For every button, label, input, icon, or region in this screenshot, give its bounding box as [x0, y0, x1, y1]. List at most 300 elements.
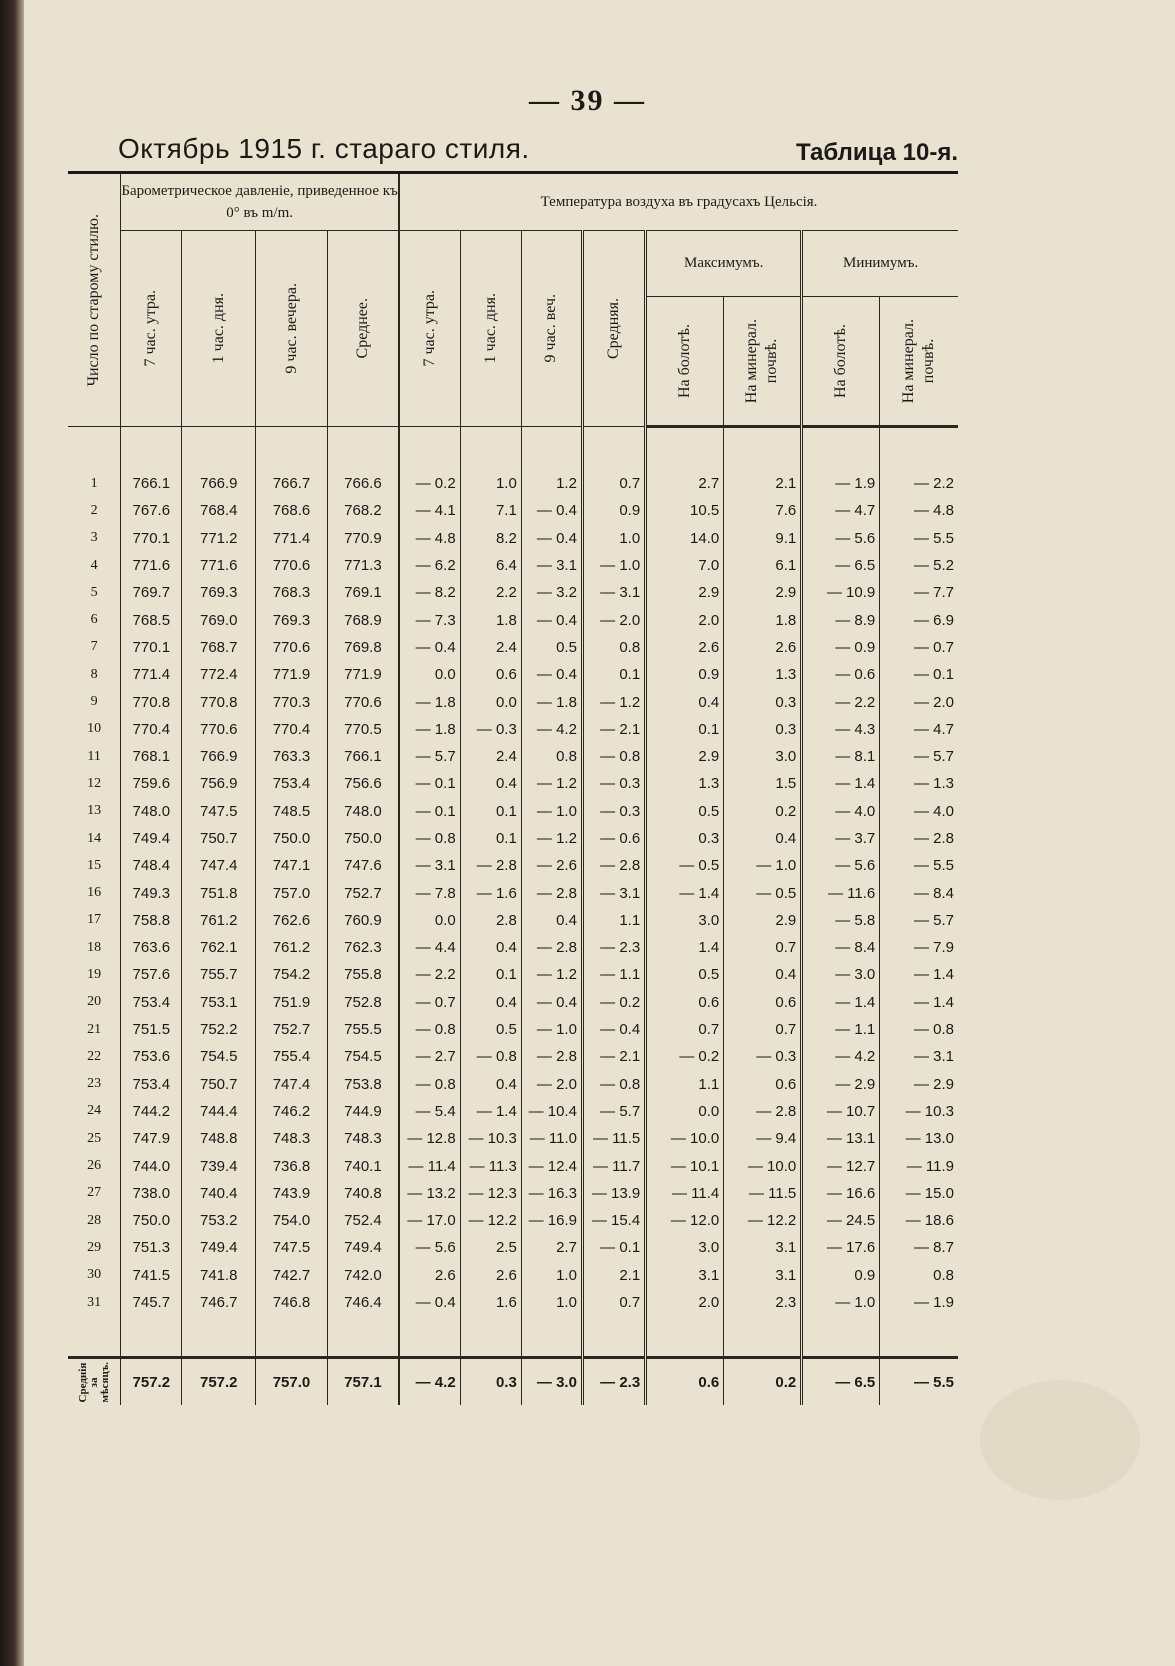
cell-pressure-9pm: 736.8 [256, 1152, 328, 1179]
cell-pressure-7am: 747.9 [121, 1125, 182, 1152]
avg-temp-mean: — 2.3 [582, 1358, 645, 1406]
cell-min-bog: — 4.0 [802, 798, 880, 825]
cell-max-bog: — 12.0 [646, 1207, 724, 1234]
cell-temp-9pm: 1.0 [521, 1289, 582, 1316]
cell-temp-9pm: 2.7 [521, 1234, 582, 1261]
cell-day: 18 [87, 939, 102, 955]
cell-pressure-mean: 770.5 [327, 716, 399, 743]
pressure-col-mean [327, 231, 399, 427]
pressure-col-9pm [256, 231, 328, 427]
cell-pressure-9pm: 747.5 [256, 1234, 328, 1261]
cell-pressure-mean: 768.2 [327, 497, 399, 524]
cell-pressure-7am: 741.5 [121, 1262, 182, 1289]
cell-min-bog: — 24.5 [802, 1207, 880, 1234]
table-row [68, 879, 958, 906]
cell-temp-1pm: — 2.8 [460, 852, 521, 879]
cell-min-bog: — 4.3 [802, 716, 880, 743]
cell-min-bog: — 10.9 [802, 579, 880, 606]
cell-pressure-mean: 744.9 [327, 1098, 399, 1125]
cell-max-bog: 7.0 [646, 552, 724, 579]
cell-pressure-1pm: 753.1 [182, 989, 256, 1016]
cell-day: 22 [87, 1048, 102, 1064]
cell-temp-1pm: 0.4 [460, 1071, 521, 1098]
cell-pressure-1pm: 756.9 [182, 770, 256, 797]
cell-temp-7am: — 0.8 [399, 825, 460, 852]
cell-temp-1pm: — 1.6 [460, 879, 521, 906]
cell-max-bog: 2.0 [646, 606, 724, 633]
cell-temp-1pm: 2.5 [460, 1234, 521, 1261]
cell-pressure-mean: 749.4 [327, 1234, 399, 1261]
cell-pressure-7am: 749.4 [121, 825, 182, 852]
cell-pressure-1pm: 749.4 [182, 1234, 256, 1261]
cell-temp-7am: — 1.8 [399, 688, 460, 715]
cell-min-mineral: — 8.4 [880, 879, 958, 906]
cell-min-bog: — 10.7 [802, 1098, 880, 1125]
max-col-mineral-label: На минерал. почвѣ. [743, 318, 781, 404]
cell-max-bog: 0.7 [646, 1016, 724, 1043]
cell-temp-9pm: — 12.4 [521, 1152, 582, 1179]
cell-min-bog: — 1.4 [802, 770, 880, 797]
cell-min-mineral: — 6.9 [880, 606, 958, 633]
cell-max-bog: 2.9 [646, 579, 724, 606]
cell-max-bog: — 10.1 [646, 1152, 724, 1179]
cell-pressure-mean: 754.5 [327, 1043, 399, 1070]
cell-pressure-1pm: 766.9 [182, 470, 256, 497]
cell-pressure-9pm: 747.4 [256, 1071, 328, 1098]
cell-pressure-mean: 768.9 [327, 606, 399, 633]
avg-min-mineral: — 5.5 [880, 1358, 958, 1406]
cell-temp-mean: — 0.8 [582, 743, 645, 770]
cell-temp-mean: — 5.7 [582, 1098, 645, 1125]
cell-pressure-1pm: 747.5 [182, 798, 256, 825]
cell-max-mineral: — 0.3 [724, 1043, 802, 1070]
cell-max-mineral: 7.6 [724, 497, 802, 524]
cell-pressure-9pm: 763.3 [256, 743, 328, 770]
cell-min-bog: — 8.1 [802, 743, 880, 770]
cell-temp-9pm: 1.2 [521, 470, 582, 497]
cell-temp-mean: 0.9 [582, 497, 645, 524]
cell-min-mineral: — 4.0 [880, 798, 958, 825]
cell-temp-1pm: 0.1 [460, 798, 521, 825]
cell-pressure-mean: 753.8 [327, 1071, 399, 1098]
cell-temp-7am: — 0.4 [399, 634, 460, 661]
cell-min-mineral: — 18.6 [880, 1207, 958, 1234]
cell-max-mineral: 2.9 [724, 579, 802, 606]
cell-pressure-9pm: 770.3 [256, 688, 328, 715]
cell-max-mineral: 2.1 [724, 470, 802, 497]
cell-temp-9pm: — 1.8 [521, 688, 582, 715]
cell-max-bog: 1.3 [646, 770, 724, 797]
cell-day: 10 [87, 721, 102, 737]
cell-temp-7am: — 1.8 [399, 716, 460, 743]
cell-pressure-7am: 768.1 [121, 743, 182, 770]
cell-pressure-9pm: 755.4 [256, 1043, 328, 1070]
avg-temp-9pm: — 3.0 [521, 1358, 582, 1406]
cell-pressure-1pm: 768.4 [182, 497, 256, 524]
cell-temp-mean: — 1.0 [582, 552, 645, 579]
cell-min-bog: — 1.4 [802, 989, 880, 1016]
cell-temp-7am: — 11.4 [399, 1152, 460, 1179]
cell-temp-mean: — 3.1 [582, 879, 645, 906]
avg-pressure-7am: 757.2 [121, 1358, 182, 1406]
cell-min-bog: — 3.0 [802, 961, 880, 988]
table-row [68, 1016, 958, 1043]
cell-min-mineral: — 15.0 [880, 1180, 958, 1207]
cell-pressure-1pm: 754.5 [182, 1043, 256, 1070]
cell-temp-mean: — 2.3 [582, 934, 645, 961]
cell-max-mineral: 3.1 [724, 1234, 802, 1261]
cell-pressure-mean: 762.3 [327, 934, 399, 961]
cell-temp-mean: 0.7 [582, 1289, 645, 1316]
table-row [68, 1043, 958, 1070]
cell-min-bog: — 4.2 [802, 1043, 880, 1070]
cell-min-mineral: — 0.1 [880, 661, 958, 688]
table-row [68, 1071, 958, 1098]
cell-min-bog: — 5.6 [802, 525, 880, 552]
cell-temp-mean: — 11.5 [582, 1125, 645, 1152]
cell-min-mineral: 0.8 [880, 1262, 958, 1289]
cell-max-bog: 0.5 [646, 798, 724, 825]
pressure-col-7am-label: 7 час. утра. [142, 290, 160, 367]
cell-temp-7am: — 17.0 [399, 1207, 460, 1234]
cell-pressure-1pm: 751.8 [182, 879, 256, 906]
cell-day: 2 [90, 502, 98, 518]
temp-col-9pm [521, 231, 582, 427]
cell-temp-1pm: 1.6 [460, 1289, 521, 1316]
cell-day: 23 [87, 1076, 102, 1092]
cell-pressure-1pm: 769.3 [182, 579, 256, 606]
avg-max-mineral: 0.2 [724, 1358, 802, 1406]
cell-temp-1pm: 0.4 [460, 770, 521, 797]
cell-temp-7am: — 7.8 [399, 879, 460, 906]
table-title: Октябрь 1915 г. стараго стиля. [118, 133, 530, 164]
cell-min-mineral: — 3.1 [880, 1043, 958, 1070]
cell-temp-7am: — 7.3 [399, 606, 460, 633]
monthly-averages-label [68, 1358, 121, 1406]
cell-temp-7am: — 2.7 [399, 1043, 460, 1070]
monthly-averages-row [68, 1358, 958, 1406]
cell-day: 26 [87, 1158, 102, 1174]
cell-pressure-1pm: 770.8 [182, 688, 256, 715]
cell-max-bog: — 11.4 [646, 1180, 724, 1207]
cell-pressure-7am: 751.3 [121, 1234, 182, 1261]
cell-min-mineral: — 7.9 [880, 934, 958, 961]
cell-pressure-7am: 745.7 [121, 1289, 182, 1316]
cell-pressure-7am: 753.4 [121, 989, 182, 1016]
cell-temp-7am: 0.0 [399, 661, 460, 688]
cell-pressure-7am: 744.2 [121, 1098, 182, 1125]
cell-day: 12 [87, 775, 102, 791]
cell-max-bog: 2.0 [646, 1289, 724, 1316]
cell-min-mineral: — 10.3 [880, 1098, 958, 1125]
cell-min-bog: — 2.9 [802, 1071, 880, 1098]
cell-day: 19 [87, 966, 102, 982]
cell-pressure-1pm: 747.4 [182, 852, 256, 879]
cell-temp-mean: — 2.0 [582, 606, 645, 633]
cell-temp-mean: — 1.1 [582, 961, 645, 988]
cell-temp-9pm: — 0.4 [521, 989, 582, 1016]
table-row [68, 525, 958, 552]
cell-max-mineral: 0.6 [724, 989, 802, 1016]
table-row [68, 934, 958, 961]
cell-temp-1pm: 1.0 [460, 470, 521, 497]
weather-table-container [68, 174, 958, 1434]
avg-temp-1pm: 0.3 [460, 1358, 521, 1406]
table-row [68, 989, 958, 1016]
cell-pressure-7am: 770.4 [121, 716, 182, 743]
cell-temp-1pm: 0.4 [460, 934, 521, 961]
cell-pressure-9pm: 754.2 [256, 961, 328, 988]
table-row [68, 1207, 958, 1234]
cell-day: 17 [87, 912, 102, 928]
cell-temp-9pm: — 16.9 [521, 1207, 582, 1234]
cell-min-bog: — 0.6 [802, 661, 880, 688]
cell-max-bog: 0.5 [646, 961, 724, 988]
cell-pressure-mean: 766.1 [327, 743, 399, 770]
cell-temp-mean: — 11.7 [582, 1152, 645, 1179]
cell-temp-9pm: — 0.4 [521, 606, 582, 633]
cell-max-mineral: 3.1 [724, 1262, 802, 1289]
cell-temp-1pm: — 12.3 [460, 1180, 521, 1207]
cell-max-bog: — 10.0 [646, 1125, 724, 1152]
cell-pressure-9pm: 768.6 [256, 497, 328, 524]
cell-min-mineral: — 5.7 [880, 907, 958, 934]
cell-temp-7am: — 5.7 [399, 743, 460, 770]
table-row [68, 852, 958, 879]
cell-pressure-9pm: 761.2 [256, 934, 328, 961]
cell-day: 21 [87, 1021, 102, 1037]
cell-pressure-9pm: 747.1 [256, 852, 328, 879]
cell-max-bog: 0.9 [646, 661, 724, 688]
table-row [68, 961, 958, 988]
cell-pressure-mean: 746.4 [327, 1289, 399, 1316]
cell-temp-7am: 0.0 [399, 907, 460, 934]
cell-day: 25 [87, 1130, 102, 1146]
cell-max-mineral: — 10.0 [724, 1152, 802, 1179]
cell-min-mineral: — 4.8 [880, 497, 958, 524]
cell-pressure-7am: 753.4 [121, 1071, 182, 1098]
cell-pressure-mean: 748.3 [327, 1125, 399, 1152]
cell-pressure-9pm: 770.6 [256, 634, 328, 661]
cell-pressure-1pm: 770.6 [182, 716, 256, 743]
cell-max-bog: 10.5 [646, 497, 724, 524]
cell-temp-7am: — 8.2 [399, 579, 460, 606]
cell-pressure-9pm: 748.5 [256, 798, 328, 825]
cell-temp-1pm: — 0.8 [460, 1043, 521, 1070]
avg-temp-7am: — 4.2 [399, 1358, 460, 1406]
cell-day: 6 [90, 612, 98, 628]
cell-pressure-mean: 770.9 [327, 525, 399, 552]
table-row [68, 661, 958, 688]
cell-min-mineral: — 11.9 [880, 1152, 958, 1179]
cell-pressure-1pm: 740.4 [182, 1180, 256, 1207]
cell-temp-1pm: 0.1 [460, 825, 521, 852]
cell-temp-9pm: 0.4 [521, 907, 582, 934]
cell-min-bog: — 1.0 [802, 1289, 880, 1316]
cell-pressure-9pm: 766.7 [256, 470, 328, 497]
cell-temp-mean: — 2.1 [582, 1043, 645, 1070]
cell-pressure-7am: 744.0 [121, 1152, 182, 1179]
cell-max-bog: 2.7 [646, 470, 724, 497]
max-col-bog [646, 297, 724, 427]
cell-temp-mean: — 2.8 [582, 852, 645, 879]
cell-temp-1pm: 0.0 [460, 688, 521, 715]
cell-max-bog: 0.0 [646, 1098, 724, 1125]
max-col-mineral [724, 297, 802, 427]
pressure-col-7am [121, 231, 182, 427]
cell-pressure-mean: 771.3 [327, 552, 399, 579]
temp-col-mean-label: Средняя. [605, 298, 623, 359]
cell-temp-mean: — 2.1 [582, 716, 645, 743]
cell-temp-1pm: 6.4 [460, 552, 521, 579]
cell-pressure-7am: 749.3 [121, 879, 182, 906]
cell-min-bog: — 13.1 [802, 1125, 880, 1152]
cell-pressure-mean: 770.6 [327, 688, 399, 715]
temp-col-1pm-label: 1 час. дня. [481, 293, 499, 364]
cell-temp-9pm: — 16.3 [521, 1180, 582, 1207]
cell-temp-1pm: 2.8 [460, 907, 521, 934]
cell-pressure-mean: 755.8 [327, 961, 399, 988]
cell-pressure-mean: 760.9 [327, 907, 399, 934]
cell-pressure-1pm: 766.9 [182, 743, 256, 770]
cell-temp-9pm: 0.8 [521, 743, 582, 770]
cell-max-mineral: 0.2 [724, 798, 802, 825]
cell-temp-1pm: — 10.3 [460, 1125, 521, 1152]
cell-pressure-7am: 758.8 [121, 907, 182, 934]
temp-col-9pm-label: 9 час. веч. [542, 294, 560, 363]
cell-temp-7am: — 0.1 [399, 798, 460, 825]
cell-pressure-mean: 771.9 [327, 661, 399, 688]
cell-pressure-9pm: 762.6 [256, 907, 328, 934]
cell-max-mineral: 3.0 [724, 743, 802, 770]
cell-pressure-1pm: 748.8 [182, 1125, 256, 1152]
cell-max-bog: — 0.5 [646, 852, 724, 879]
cell-pressure-7am: 748.4 [121, 852, 182, 879]
cell-temp-mean: — 0.8 [582, 1071, 645, 1098]
temperature-group-header: Температура воздуха въ градусахъ Цельсія. [399, 174, 958, 231]
cell-temp-7am: — 0.8 [399, 1071, 460, 1098]
cell-pressure-mean: 752.7 [327, 879, 399, 906]
cell-pressure-1pm: 768.7 [182, 634, 256, 661]
cell-pressure-9pm: 754.0 [256, 1207, 328, 1234]
cell-temp-9pm: — 0.4 [521, 525, 582, 552]
cell-max-bog: 0.4 [646, 688, 724, 715]
table-bottom-spacer [68, 1316, 958, 1358]
pressure-group-header: Барометрическое давленіе, приведенное къ 0° въ m/m. [121, 174, 399, 231]
cell-pressure-9pm: 752.7 [256, 1016, 328, 1043]
cell-temp-7am: — 0.4 [399, 1289, 460, 1316]
cell-day: 3 [90, 530, 98, 546]
cell-pressure-1pm: 744.4 [182, 1098, 256, 1125]
cell-day: 4 [90, 557, 98, 573]
min-col-mineral-label: На минерал. почвѣ. [900, 318, 938, 404]
cell-day: 15 [87, 857, 102, 873]
cell-day: 7 [90, 639, 98, 655]
cell-pressure-7am: 750.0 [121, 1207, 182, 1234]
cell-pressure-9pm: 742.7 [256, 1262, 328, 1289]
cell-temp-9pm: 0.5 [521, 634, 582, 661]
min-col-bog-label: На болотѣ. [832, 323, 850, 399]
cell-pressure-9pm: 769.3 [256, 606, 328, 633]
cell-min-mineral: — 5.5 [880, 525, 958, 552]
min-col-mineral [880, 297, 958, 427]
cell-temp-9pm: — 2.8 [521, 1043, 582, 1070]
cell-max-mineral: 0.3 [724, 688, 802, 715]
max-group-header: Максимумъ. [646, 231, 802, 297]
cell-min-mineral: — 5.7 [880, 743, 958, 770]
cell-min-mineral: — 2.8 [880, 825, 958, 852]
cell-min-bog: — 8.9 [802, 606, 880, 633]
table-row [68, 1289, 958, 1316]
cell-pressure-1pm: 769.0 [182, 606, 256, 633]
cell-max-bog: 2.9 [646, 743, 724, 770]
cell-pressure-7am: 770.1 [121, 525, 182, 552]
cell-temp-9pm: — 10.4 [521, 1098, 582, 1125]
cell-temp-9pm: — 1.0 [521, 798, 582, 825]
cell-temp-mean: — 0.3 [582, 798, 645, 825]
cell-pressure-7am: 766.1 [121, 470, 182, 497]
cell-temp-9pm: — 3.2 [521, 579, 582, 606]
cell-pressure-9pm: 771.9 [256, 661, 328, 688]
pressure-col-1pm-label: 1 час. дня. [209, 293, 227, 364]
cell-temp-1pm: 2.4 [460, 743, 521, 770]
cell-max-mineral: — 2.8 [724, 1098, 802, 1125]
cell-temp-1pm: — 1.4 [460, 1098, 521, 1125]
cell-pressure-9pm: 770.6 [256, 552, 328, 579]
cell-temp-9pm: — 1.0 [521, 1016, 582, 1043]
cell-pressure-1pm: 750.7 [182, 825, 256, 852]
cell-max-mineral: 0.6 [724, 1071, 802, 1098]
cell-min-mineral: — 5.5 [880, 852, 958, 879]
cell-pressure-1pm: 771.2 [182, 525, 256, 552]
cell-pressure-1pm: 741.8 [182, 1262, 256, 1289]
cell-temp-9pm: — 2.6 [521, 852, 582, 879]
cell-temp-mean: 1.1 [582, 907, 645, 934]
cell-temp-9pm: — 2.8 [521, 934, 582, 961]
cell-pressure-mean: 769.8 [327, 634, 399, 661]
cell-max-bog: 14.0 [646, 525, 724, 552]
cell-min-mineral: — 1.4 [880, 989, 958, 1016]
cell-max-mineral: — 0.5 [724, 879, 802, 906]
weather-table [68, 174, 958, 1405]
cell-min-mineral: — 4.7 [880, 716, 958, 743]
cell-max-bog: 2.6 [646, 634, 724, 661]
table-row [68, 1234, 958, 1261]
cell-pressure-1pm: 762.1 [182, 934, 256, 961]
cell-pressure-mean: 740.8 [327, 1180, 399, 1207]
cell-temp-9pm: — 1.2 [521, 825, 582, 852]
min-group-header: Минимумъ. [802, 231, 958, 297]
cell-temp-mean: — 15.4 [582, 1207, 645, 1234]
table-row [68, 770, 958, 797]
cell-pressure-7am: 759.6 [121, 770, 182, 797]
cell-min-mineral: — 7.7 [880, 579, 958, 606]
cell-max-mineral: 0.3 [724, 716, 802, 743]
cell-min-bog: — 1.9 [802, 470, 880, 497]
cell-max-mineral: — 11.5 [724, 1180, 802, 1207]
cell-pressure-9pm: 757.0 [256, 879, 328, 906]
book-binding-edge [0, 0, 24, 1666]
cell-day: 14 [87, 830, 102, 846]
cell-temp-mean: — 3.1 [582, 579, 645, 606]
cell-temp-9pm: — 0.4 [521, 497, 582, 524]
table-row [68, 470, 958, 497]
cell-temp-9pm: — 1.2 [521, 770, 582, 797]
cell-pressure-mean: 752.8 [327, 989, 399, 1016]
pressure-col-mean-label: Среднее. [353, 298, 371, 359]
cell-temp-mean: — 0.6 [582, 825, 645, 852]
table-row [68, 634, 958, 661]
